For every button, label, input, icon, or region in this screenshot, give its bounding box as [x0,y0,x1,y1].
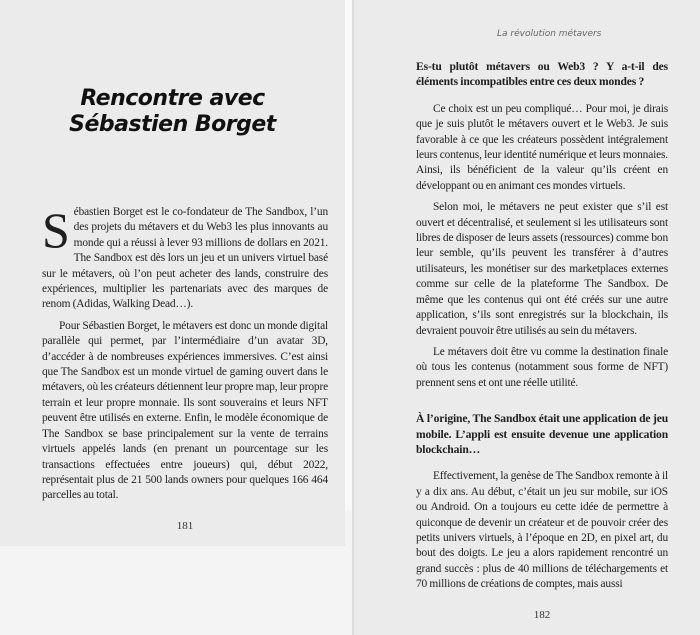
title-line: Rencontre avec [80,86,265,111]
paragraph: Effectivement, la genèse de The Sandbox remonte à il y a dix ans. Au début, c’était un jeu sur mobile, sur iOS ou Android. On a toujours eu cette idée de permettre à quiconque de devenir un créateur et de pouvoir créer des petits univers virtuels, à l’époque en 2D, en pixel art, du bout des doigts. Le jeu a alors rapidement rencontré un grand succès : plus de 40 millions de téléchargements et 70 millions de créations de comptes, mais aussi [416,470,668,591]
left-column [42,0,328,546]
paragraph: Pour Sébastien Borget, le métavers est donc un monde digital parallèle qui permet, par l’intermédiaire d’un avatar 3D, d’accéder à de nombreuses expériences immersives. C’est ainsi que The Sandbox est un monde virtuel de gaming ouvert dans le métavers, où les créateurs détiennent leur propre map, leur propre terrain et leur propre monnaie. Ils sont souverains et leurs NFT peuvent être utilisés en externe. Enfin, le modèle économique de The Sandbox se base principalement sur la vente de terrains virtuels appelés lands (en prenant un pourcentage sur les transactions effectuées entre joueurs) qui, début 2022, représentait plus de 21 500 lands owners pour quelques 166 464 parcelles au total. [42,319,329,502]
left-body-text [42,202,329,510]
right-column [416,0,668,635]
paragraph: Le métavers doit être vu comme la destination finale où tous les contenus (notamment sous forme de NFT) prennent sens et ont une réelle utilité. [416,345,668,389]
right-body-text [416,59,668,599]
drop-cap: S [42,202,70,258]
title-line: Sébastien Borget [69,112,276,137]
left-page [0,0,345,546]
interview-question: Es-tu plutôt métavers ou Web3 ? Y a-t-il des éléments incompatibles entre ces deux mondes ? [416,60,668,89]
book-gutter [345,0,352,510]
paragraph-text: ébastien Borget est le co-fondateur de The Sandbox, l’un des projets du métavers et du Web3 les plus innovants au monde qui a réussi à lever 93 millions de dollars en 2021. The Sandbox est dès lors un jeu et un univers virtuel basé sur le métavers, où l’on peut acheter des lands, construire des expériences, multiplier les partenariats avec des marques de renom (Adidas, Walking Dead…). [42,206,328,311]
paragraph [42,202,328,313]
page-number: 181 [176,519,194,532]
paragraph: Selon moi, le métavers ne peut exister que s’il est ouvert et décentralisé, et seulement si les utilisateurs sont libres de disposer de leurs assets (ressources) comme bon leur semble, qu’ils peuvent les transférer à d’autres utilisateurs, les monétiser sur des marketplaces externes comme sur celle de la plateforme The Sandbox. De même que les contenus qui ont été créés sur une autre application, s’ils sont enregistrés sur la blockchain, ils devraient pouvoir être utilisés au sein du métavers. [416,201,668,337]
right-page [352,0,700,635]
paragraph: Ce choix est un peu compliqué… Pour moi, je dirais que je suis plutôt le métavers ouvert et le Web3. Je suis favorable à ce que les créateurs possèdent intégralement leurs contenus, leur identité numérique et leurs monnaies. Ainsi, ils bénéficient de la valeur qu’ils créent en développant ou en animant ces mondes virtuels. [416,102,668,192]
page-number: 182 [533,608,551,621]
running-header: La révolution métavers [497,29,602,39]
interview-question: À l’origine, The Sandbox était une application de jeu mobile. L’appli est ensuite devenue une application blockchain… [416,412,668,456]
